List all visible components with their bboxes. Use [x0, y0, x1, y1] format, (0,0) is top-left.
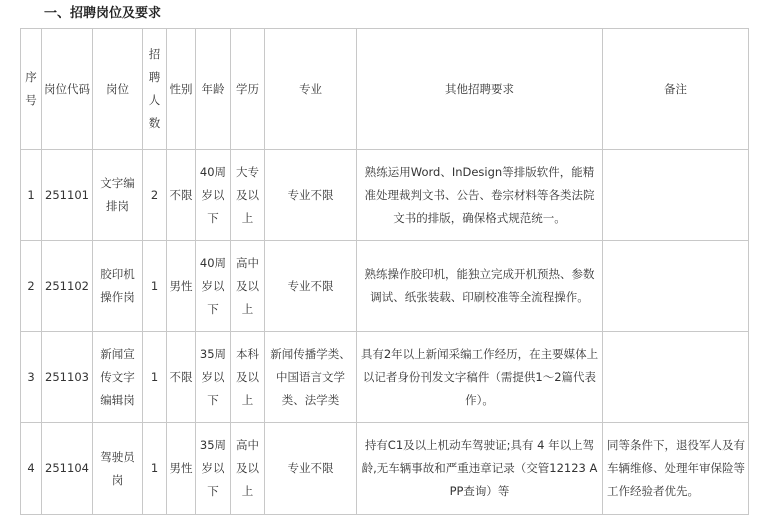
- cell-count: 1: [143, 423, 167, 515]
- cell-major: 专业不限: [265, 423, 357, 515]
- table-row: [21, 241, 749, 332]
- cell-count: 2: [143, 150, 167, 241]
- cell-position: 新闻宣传文字编辑岗: [93, 332, 143, 423]
- table-row: [21, 332, 749, 423]
- cell-education: 高中及以上: [231, 241, 265, 332]
- cell-major: 专业不限: [265, 150, 357, 241]
- cell-age: 40周岁以下: [196, 150, 231, 241]
- cell-code: 251102: [42, 241, 93, 332]
- cell-no: 4: [21, 423, 42, 515]
- cell-age: 40周岁以下: [196, 241, 231, 332]
- cell-education: 高中及以上: [231, 423, 265, 515]
- cell-position: 文字编排岗: [93, 150, 143, 241]
- col-header-code: 岗位代码: [42, 29, 93, 150]
- col-header-major: 专业: [265, 29, 357, 150]
- cell-no: 1: [21, 150, 42, 241]
- cell-gender: 男性: [167, 241, 196, 332]
- col-header-remarks: 备注: [603, 29, 749, 150]
- section-heading: 一、招聘岗位及要求: [44, 6, 162, 21]
- cell-major: 新闻传播学类、中国语言文学类、法学类: [265, 332, 357, 423]
- cell-no: 3: [21, 332, 42, 423]
- cell-no: 2: [21, 241, 42, 332]
- cell-remarks: [603, 332, 749, 423]
- cell-gender: 不限: [167, 332, 196, 423]
- cell-age: 35周岁以下: [196, 423, 231, 515]
- cell-education: 大专及以上: [231, 150, 265, 241]
- cell-count: 1: [143, 332, 167, 423]
- cell-remarks: [603, 150, 749, 241]
- cell-remarks: 同等条件下，退役军人及有车辆维修、处理年审保险等工作经验者优先。: [603, 423, 749, 515]
- table-row: [21, 423, 749, 515]
- col-header-count: 招聘人数: [143, 29, 167, 150]
- col-header-education: 学历: [231, 29, 265, 150]
- cell-requirements: 熟练操作胶印机，能独立完成开机预热、参数调试、纸张装载、印刷校准等全流程操作。: [357, 241, 603, 332]
- cell-count: 1: [143, 241, 167, 332]
- col-header-requirements: 其他招聘要求: [357, 29, 603, 150]
- cell-education: 本科及以上: [231, 332, 265, 423]
- table-row: [21, 150, 749, 241]
- cell-requirements: 持有C1及以上机动车驾驶证;具有 4 年以上驾龄,无车辆事故和严重违章记录（交管12123 APP查询）等: [357, 423, 603, 515]
- cell-code: 251101: [42, 150, 93, 241]
- col-header-no: 序号: [21, 29, 42, 150]
- cell-requirements: 具有2年以上新闻采编工作经历，在主要媒体上以记者身份刊发文字稿件（需提供1～2篇代表作）。: [357, 332, 603, 423]
- col-header-position: 岗位: [93, 29, 143, 150]
- cell-position: 驾驶员岗: [93, 423, 143, 515]
- cell-code: 251104: [42, 423, 93, 515]
- cell-requirements: 熟练运用Word、InDesign等排版软件，能精准处理裁判文书、公告、卷宗材料等各类法院文书的排版，确保格式规范统一。: [357, 150, 603, 241]
- col-header-age: 年龄: [196, 29, 231, 150]
- table-header-row: [21, 29, 749, 150]
- cell-gender: 不限: [167, 150, 196, 241]
- col-header-gender: 性别: [167, 29, 196, 150]
- cell-remarks: [603, 241, 749, 332]
- cell-gender: 男性: [167, 423, 196, 515]
- recruitment-table: [20, 28, 749, 515]
- cell-major: 专业不限: [265, 241, 357, 332]
- cell-age: 35周岁以下: [196, 332, 231, 423]
- cell-position: 胶印机操作岗: [93, 241, 143, 332]
- cell-code: 251103: [42, 332, 93, 423]
